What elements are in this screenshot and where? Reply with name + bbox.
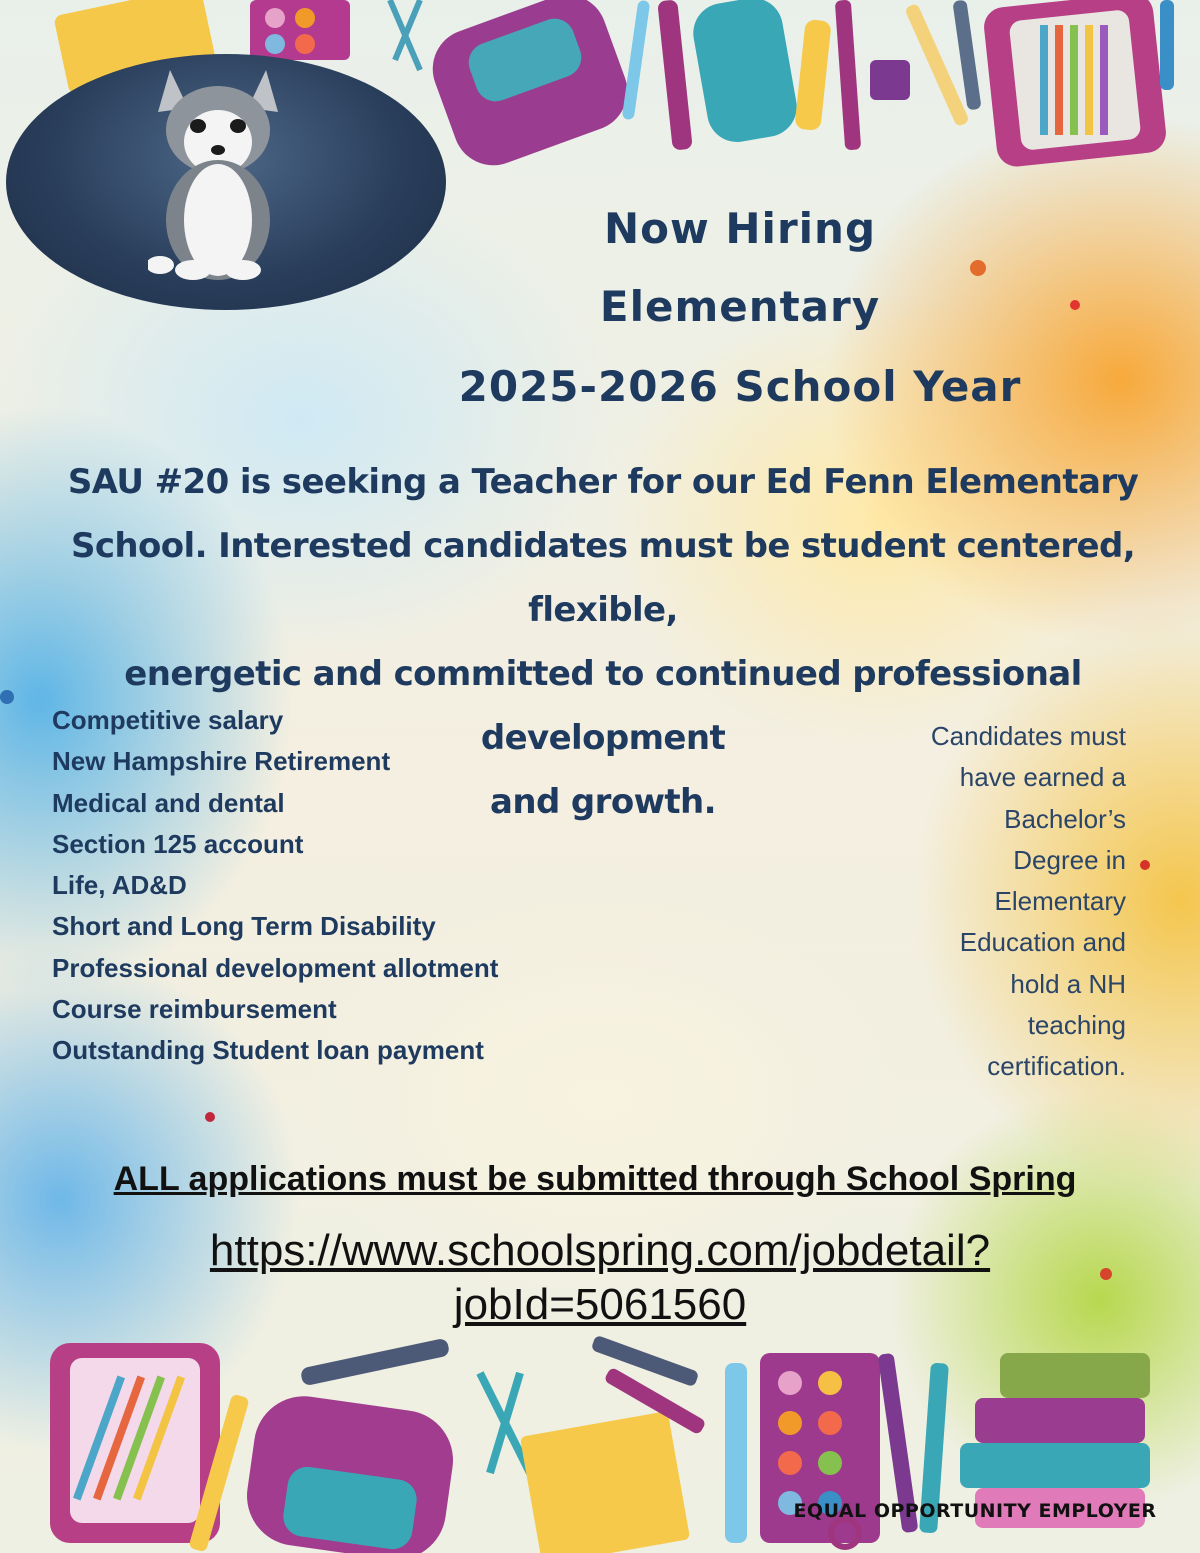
requirements-text: [870, 716, 1126, 1088]
requirements-line: Bachelor’s: [1004, 803, 1126, 834]
benefit-item: Medical and dental: [52, 787, 285, 818]
benefit-item: Short and Long Term Disability: [52, 911, 436, 942]
benefit-item: Competitive salary: [52, 705, 284, 735]
heading-now-hiring: Now Hiring: [603, 204, 877, 253]
job-description-line: SAU #20 is seeking a Teacher for our Ed Fenn Elementary: [67, 462, 1139, 502]
paint-splatter: [205, 1112, 215, 1122]
heading-elementary: Elementary: [599, 282, 881, 331]
requirements-line: certification.: [987, 1051, 1126, 1082]
requirements-line: hold a NH: [1010, 968, 1126, 999]
job-description-line: School. Interested candidates must be student centered, flexible,: [70, 526, 1136, 630]
equal-opportunity-employer-label: EQUAL OPPORTUNITY EMPLOYER: [793, 1500, 1157, 1522]
requirements-line: teaching: [1027, 1010, 1126, 1041]
requirements-line: Education and: [959, 927, 1126, 958]
benefit-item: Section 125 account: [52, 828, 304, 859]
benefits-list: [52, 700, 498, 1072]
heading-school-year: 2025-2026 School Year: [458, 362, 1022, 411]
job-link-line: https://www.schoolspring.com/jobdetail?: [209, 1226, 991, 1275]
benefit-item: New Hampshire Retirement: [52, 746, 391, 777]
application-note: ALL applications must be submitted through School Spring: [113, 1160, 1077, 1198]
job-description-line: energetic and committed to continued professional development: [124, 654, 1082, 758]
paint-splatter: [970, 260, 986, 276]
requirements-line: Candidates must: [930, 721, 1126, 751]
paint-splatter: [1100, 1268, 1112, 1280]
benefit-item: Course reimbursement: [52, 994, 337, 1025]
schoolspring-job-link[interactable]: [100, 1224, 1100, 1332]
job-link-line: jobId=5061560: [453, 1280, 747, 1329]
requirements-line: have earned a: [959, 762, 1126, 793]
paint-splatter: [1070, 300, 1080, 310]
requirements-line: Degree in: [1013, 844, 1126, 875]
benefit-item: Outstanding Student loan payment: [52, 1035, 484, 1066]
paint-splatter: [1140, 860, 1150, 870]
benefit-item: Professional development allotment: [52, 952, 499, 983]
benefit-item: Life, AD&D: [52, 870, 187, 901]
job-description-line: and growth.: [490, 782, 716, 822]
requirements-line: Elementary: [994, 886, 1126, 917]
husky-puppy-logo: [148, 60, 288, 282]
